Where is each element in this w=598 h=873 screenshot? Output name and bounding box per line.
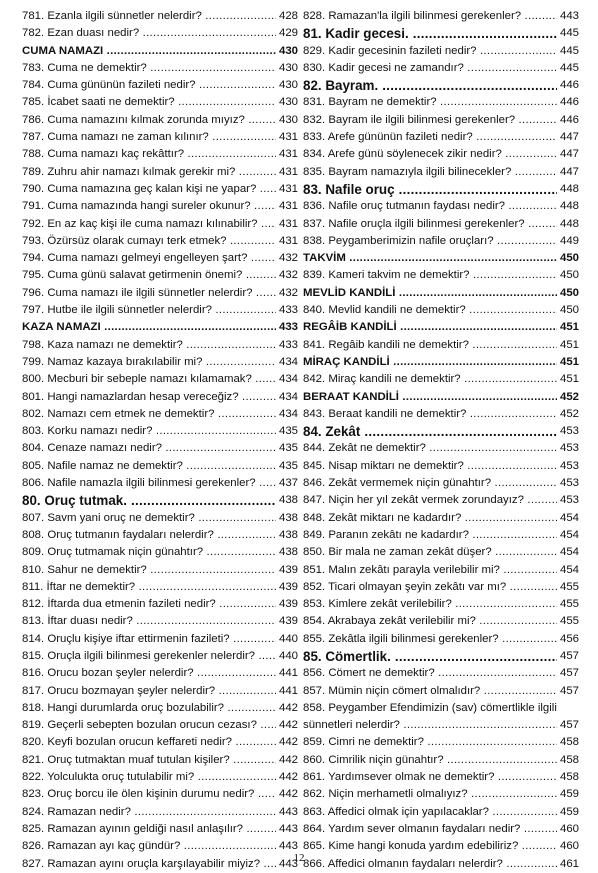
index-entry-title: 842. Miraç kandili ne demektir? ..... [303, 371, 557, 388]
index-entry [303, 319, 579, 336]
index-entry [303, 596, 579, 613]
index-entry [303, 216, 579, 233]
index-entry [22, 423, 298, 440]
index-entry-title: 804. Cenaze namazı nedir? ..... [22, 440, 276, 457]
index-entry [22, 458, 298, 475]
index-entry-page: 437 [278, 475, 298, 492]
index-entry-title: 863. Affedici olmak için yapılacaklar? ..... [303, 804, 557, 821]
index-entry-page: 455 [559, 613, 579, 630]
index-entry-title: 830. Kadir gecesi ne zamandır? ..... [303, 60, 557, 77]
index-entry-page: 440 [278, 631, 298, 648]
index-entry-page: 431 [278, 129, 298, 146]
index-entry [303, 181, 579, 198]
index-entry-title: 866. Affedici olmanın faydaları nelerdir? ..... [303, 856, 557, 873]
index-entry [303, 804, 579, 821]
index-entry-title: 829. Kadir gecesinin fazileti nedir? ..... [303, 43, 557, 60]
index-entry-title: 838. Peygamberimizin nafile oruçları? ..... [303, 233, 557, 250]
index-entry-title: 822. Yolculukta oruç tutulabilir mi? ..... [22, 769, 276, 786]
index-entry-page: 458 [559, 769, 579, 786]
index-entry-title: 841. Regâib kandili ne demektir? ..... [303, 337, 557, 354]
index-entry [303, 786, 579, 803]
index-entry-page: 443 [278, 804, 298, 821]
index-entry-title: 802. Namazı cem etmek ne demektir? ..... [22, 406, 276, 423]
index-entry-title: 796. Cuma namazı ile ilgili sünnetler nelerdir? ..... [22, 285, 276, 302]
index-entry-page: 431 [278, 164, 298, 181]
index-entry [303, 648, 579, 665]
index-entry [22, 665, 298, 682]
index-entry [22, 821, 298, 838]
index-entry [303, 510, 579, 527]
index-entry [22, 527, 298, 544]
index-entry-page: 430 [278, 43, 298, 60]
index-entry-page: 442 [278, 769, 298, 786]
index-entry [22, 43, 298, 60]
index-entry [303, 25, 579, 42]
index-entry [22, 579, 298, 596]
index-entry [303, 146, 579, 163]
index-entry-title: 840. Mevlid kandili ne demektir? ..... [303, 302, 557, 319]
index-entry-title: 859. Cimri ne demektir? ..... [303, 734, 557, 751]
index-entry-title: 799. Namaz kazaya bırakılabilir mi? ..... [22, 354, 276, 371]
index-entry-title: 846. Zekât vermemek niçin günahtır? ..... [303, 475, 557, 492]
index-entry [22, 734, 298, 751]
index-entry-title: 803. Korku namazı nedir? ..... [22, 423, 276, 440]
index-entry-page: 448 [559, 216, 579, 233]
index-entry-title: 836. Nafile oruç tutmanın faydası nedir? ..... [303, 198, 557, 215]
index-entry-page: 450 [559, 267, 579, 284]
index-entry-title: 849. Paranın zekâtı ne kadardır? ..... [303, 527, 557, 544]
index-entry-page: 450 [559, 250, 579, 267]
index-entry-page: 454 [559, 510, 579, 527]
index-entry [22, 302, 298, 319]
index-entry-page: 439 [278, 579, 298, 596]
index-entry-title: 850. Bir mala ne zaman zekât düşer? ..... [303, 544, 557, 561]
index-entry-page: 457 [559, 665, 579, 682]
index-entry-title: 831. Bayram ne demektir? ..... [303, 94, 557, 111]
index-entry [303, 440, 579, 457]
index-entry-page: 445 [559, 25, 579, 42]
index-entry-title: 826. Ramazan ayı kaç gündür? ..... [22, 838, 276, 855]
page-number: 12 [293, 852, 305, 864]
index-entry-page: 447 [559, 129, 579, 146]
index-entry-title: 81. Kadir gecesi. ..... [303, 25, 557, 42]
index-entry-page: 438 [278, 492, 298, 509]
index-entry-title: 805. Nafile namaz ne demektir? ..... [22, 458, 276, 475]
index-entry-page: 453 [559, 423, 579, 440]
index-entry-page: 454 [559, 544, 579, 561]
index-entry-title: 795. Cuma günü salavat getirmenin önemi? ..... [22, 267, 276, 284]
index-entry-page: 443 [559, 8, 579, 25]
index-entry-page: 459 [559, 786, 579, 803]
index-entry [303, 77, 579, 94]
index-entry-title: 814. Oruçlu kişiye iftar ettirmenin fazileti? ..... [22, 631, 276, 648]
index-entry-page: 430 [278, 94, 298, 111]
index-entry-page: 451 [559, 319, 579, 336]
index-entry-title: 80. Oruç tutmak. ..... [22, 492, 276, 509]
index-entry-page: 431 [278, 198, 298, 215]
index-entry [303, 527, 579, 544]
index-entry-page: 443 [278, 838, 298, 855]
index-entry-title: CUMA NAMAZI ..... [22, 43, 276, 60]
index-entry-page: 431 [278, 181, 298, 198]
index-entry [22, 60, 298, 77]
index-entry-page: 451 [559, 354, 579, 371]
index-entry-title: 787. Cuma namazı ne zaman kılınır? ..... [22, 129, 276, 146]
index-entry-title: 857. Mümin niçin cömert olmalıdır? ..... [303, 683, 557, 700]
index-entry-title: 792. En az kaç kişi ile cuma namazı kılınabilir? ..... [22, 216, 276, 233]
left-index-column [22, 8, 298, 873]
index-entry [22, 233, 298, 250]
index-entry-title: 817. Orucu bozmayan şeyler nelerdir? ..... [22, 683, 276, 700]
index-entry-title: 825. Ramazan ayının geldiği nasıl anlaşılır? ..... [22, 821, 276, 838]
index-entry [303, 112, 579, 129]
index-entry [303, 43, 579, 60]
index-entry [303, 406, 579, 423]
index-entry [303, 475, 579, 492]
index-entry [22, 94, 298, 111]
index-entry [303, 492, 579, 509]
index-entry [303, 267, 579, 284]
index-entry-page: 430 [278, 77, 298, 94]
index-entry [22, 319, 298, 336]
index-entry [22, 717, 298, 734]
index-entry-page: 441 [278, 683, 298, 700]
index-entry-title: 82. Bayram. ..... [303, 77, 557, 94]
index-entry [303, 717, 579, 734]
index-entry [303, 458, 579, 475]
index-entry-page: 445 [559, 43, 579, 60]
index-entry-title: 818. Hangi durumlarda oruç bozulabilir? ..... [22, 700, 276, 717]
index-entry [22, 129, 298, 146]
index-entry [22, 562, 298, 579]
index-entry-title: 819. Geçerli sebepten bozulan orucun cezası? ..... [22, 717, 276, 734]
index-entry-title: 810. Sahur ne demektir? ..... [22, 562, 276, 579]
index-entry-title: 844. Zekât ne demektir? ..... [303, 440, 557, 457]
index-entry-title: MİRAÇ KANDİLİ ..... [303, 354, 557, 371]
index-entry [22, 475, 298, 492]
index-entry-page: 451 [559, 371, 579, 388]
index-entry-page: 455 [559, 579, 579, 596]
index-entry-page: 447 [559, 146, 579, 163]
index-entry-page: 435 [278, 458, 298, 475]
index-entry-title: sünnetleri nelerdir? ..... [303, 717, 557, 734]
index-entry-title: 815. Oruçla ilgili bilinmesi gerekenler nelerdir? ..... [22, 648, 276, 665]
index-entry [22, 285, 298, 302]
index-entry [22, 769, 298, 786]
index-entry-page: 442 [278, 752, 298, 769]
index-entry-title: 781. Ezanla ilgili sünnetler nelerdir? ..... [22, 8, 276, 25]
index-entry [303, 285, 579, 302]
index-entry [22, 700, 298, 717]
index-entry-page: 431 [278, 233, 298, 250]
index-entry [303, 8, 579, 25]
index-entry-title: 816. Orucu bozan şeyler nelerdir? ..... [22, 665, 276, 682]
index-entry-page: 452 [559, 389, 579, 406]
index-entry-page: 432 [278, 267, 298, 284]
index-entry-title: 806. Nafile namazla ilgili bilinmesi gerekenler? ..... [22, 475, 276, 492]
index-entry [22, 77, 298, 94]
index-entry-page: 435 [278, 440, 298, 457]
index-entry-title: 786. Cuma namazını kılmak zorunda mıyız? ..... [22, 112, 276, 129]
index-entry [303, 389, 579, 406]
index-entry [303, 94, 579, 111]
index-entry [22, 164, 298, 181]
index-entry-page: 459 [559, 804, 579, 821]
index-entry [303, 700, 579, 717]
index-entry-page: 442 [278, 700, 298, 717]
index-entry-title: 861. Yardımsever olmak ne demektir? ..... [303, 769, 557, 786]
index-entry [22, 786, 298, 803]
index-entry-title: 828. Ramazan'la ilgili bilinmesi gerekenler? ..... [303, 8, 557, 25]
index-entry [303, 60, 579, 77]
index-entry-page: 448 [559, 198, 579, 215]
index-entry-title: MEVLİD KANDİLİ ..... [303, 285, 557, 302]
index-entry-page: 431 [278, 146, 298, 163]
index-entry [22, 267, 298, 284]
index-entry-page: 446 [559, 77, 579, 94]
index-entry-page: 432 [278, 250, 298, 267]
index-entry-title: 790. Cuma namazına geç kalan kişi ne yapar? ..... [22, 181, 276, 198]
index-entry-page: 457 [559, 648, 579, 665]
index-entry-title: 864. Yardım sever olmanın faydaları nedir? ..... [303, 821, 557, 838]
index-entry-page: 446 [559, 94, 579, 111]
index-entry-page: 451 [559, 337, 579, 354]
index-entry [22, 216, 298, 233]
index-entry-page: 461 [559, 856, 579, 873]
index-entry [22, 544, 298, 561]
index-entry-title: 852. Ticari olmayan şeyin zekâtı var mı? ..... [303, 579, 557, 596]
index-entry-page: 455 [559, 596, 579, 613]
index-entry-title: 785. İcabet saati ne demektir? ..... [22, 94, 276, 111]
index-entry-page: 454 [559, 527, 579, 544]
index-entry-title: 84. Zekât ..... [303, 423, 557, 440]
index-entry-title: 783. Cuma ne demektir? ..... [22, 60, 276, 77]
index-entry-title: 862. Niçin merhametli olmalıyız? ..... [303, 786, 557, 803]
index-entry-page: 453 [559, 440, 579, 457]
index-entry-title: 843. Beraat kandili ne demektir? ..... [303, 406, 557, 423]
index-entry [303, 371, 579, 388]
index-entry-title: 798. Kaza namazı ne demektir? ..... [22, 337, 276, 354]
index-entry-page: 453 [559, 458, 579, 475]
index-entry-page: 448 [559, 181, 579, 198]
index-entry [303, 164, 579, 181]
index-entry-title: 807. Savm yani oruç ne demektir? ..... [22, 510, 276, 527]
index-entry-title: 827. Ramazan ayını oruçla karşılayabilir miyiz? ..... [22, 856, 276, 873]
index-entry-page: 442 [278, 717, 298, 734]
index-entry [303, 665, 579, 682]
index-entry-title: 823. Oruç borcu ile ölen kişinin durumu nedir? ..... [22, 786, 276, 803]
index-entry-page: 431 [278, 216, 298, 233]
index-entry [303, 752, 579, 769]
right-index-column [303, 8, 579, 873]
index-entry-title: 788. Cuma namazı kaç rekâttır? ..... [22, 146, 276, 163]
index-entry-title: 824. Ramazan nedir? ..... [22, 804, 276, 821]
index-entry-page: 441 [278, 665, 298, 682]
index-entry [303, 613, 579, 630]
index-entry [22, 371, 298, 388]
index-entry-title: 85. Cömertlik. ..... [303, 648, 557, 665]
index-entry [22, 440, 298, 457]
index-entry-title: 782. Ezan duası nedir? ..... [22, 25, 276, 42]
index-entry-page: 446 [559, 112, 579, 129]
index-entry-page: 457 [559, 683, 579, 700]
index-entry [22, 337, 298, 354]
index-entry-page: 456 [559, 631, 579, 648]
index-entry-page: 450 [559, 302, 579, 319]
index-entry-page: 434 [278, 371, 298, 388]
index-entry-title: 809. Oruç tutmamak niçin günahtır? ..... [22, 544, 276, 561]
index-entry [22, 804, 298, 821]
index-entry-page: 434 [278, 354, 298, 371]
index-entry-title: 808. Oruç tutmanın faydaları nelerdir? ..... [22, 527, 276, 544]
index-entry [22, 354, 298, 371]
index-entry-title: 832. Bayram ile ilgili bilinmesi gerekenler? ..... [303, 112, 557, 129]
index-entry [22, 492, 298, 509]
index-entry [303, 302, 579, 319]
index-entry-title: TAKVİM ..... [303, 250, 557, 267]
index-entry-page: 458 [559, 752, 579, 769]
index-entry-page: 432 [278, 285, 298, 302]
index-entry-title: 797. Hutbe ile ilgili sünnetler nelerdir? ..... [22, 302, 276, 319]
index-entry [22, 752, 298, 769]
index-entry [303, 544, 579, 561]
index-entry-page: 449 [559, 233, 579, 250]
index-entry-page: 434 [278, 389, 298, 406]
index-entry [303, 337, 579, 354]
index-entry-title: 791. Cuma namazında hangi sureler okunur? ..... [22, 198, 276, 215]
index-entry-page: 442 [278, 786, 298, 803]
index-entry-title: 793. Özürsüz olarak cumayı terk etmek? ..... [22, 233, 276, 250]
index-entry-title: 848. Zekât miktarı ne kadardır? ..... [303, 510, 557, 527]
index-entry [22, 112, 298, 129]
index-entry [22, 510, 298, 527]
index-entry-page: 430 [278, 112, 298, 129]
index-entry [22, 683, 298, 700]
index-entry [22, 631, 298, 648]
index-entry-title: 865. Kime hangi konuda yardım edebiliriz? ..... [303, 838, 557, 855]
index-entry [22, 406, 298, 423]
index-entry-page: 429 [278, 25, 298, 42]
index-entry [303, 562, 579, 579]
index-entry-title: 789. Zuhru ahir namazı kılmak gerekir mi? ..... [22, 164, 276, 181]
index-entry-page: 433 [278, 319, 298, 336]
index-entry-page: 438 [278, 527, 298, 544]
index-entry [303, 233, 579, 250]
index-entry-page: 458 [559, 734, 579, 751]
index-entry-page: 460 [559, 821, 579, 838]
index-entry-title: 856. Cömert ne demektir? ..... [303, 665, 557, 682]
index-entry-title: 837. Nafile oruçla ilgili bilinmesi gerekenler? ..... [303, 216, 557, 233]
index-entry [22, 596, 298, 613]
index-entry-title: 83. Nafile oruç ..... [303, 181, 557, 198]
index-entry-page: 435 [278, 423, 298, 440]
index-entry-page: 447 [559, 164, 579, 181]
index-entry-page: 452 [559, 406, 579, 423]
index-entry-title: 821. Oruç tutmaktan muaf tutulan kişiler? ..... [22, 752, 276, 769]
index-entry-page: 439 [278, 562, 298, 579]
index-entry [303, 821, 579, 838]
index-entry-title: 853. Kimlere zekât verilebilir? ..... [303, 596, 557, 613]
index-entry [22, 181, 298, 198]
index-entry-title: 860. Cimrilik niçin günahtır? ..... [303, 752, 557, 769]
index-entry-page: 439 [278, 596, 298, 613]
index-entry-title: 801. Hangi namazlardan hesap vereceğiz? ..... [22, 389, 276, 406]
index-entry-page: 454 [559, 562, 579, 579]
index-entry-page: 428 [278, 8, 298, 25]
index-entry [303, 734, 579, 751]
index-entry-title: 800. Mecburi bir sebeple namazı kılamamak? ..... [22, 371, 276, 388]
index-entry-page: 443 [278, 821, 298, 838]
index-entry [303, 683, 579, 700]
index-entry-page: 445 [559, 60, 579, 77]
index-entry [303, 354, 579, 371]
index-entry [22, 648, 298, 665]
index-entry-page: 453 [559, 475, 579, 492]
index-entry [303, 250, 579, 267]
index-entry-page: 440 [278, 648, 298, 665]
index-entry-page: 453 [559, 492, 579, 509]
index-entry-title: 833. Arefe gününün fazileti nedir? ..... [303, 129, 557, 146]
index-entry-title: 835. Bayram namazıyla ilgili bilinecekler? ..... [303, 164, 557, 181]
index-entry-page: 433 [278, 302, 298, 319]
index-entry-title: 858. Peygamber Efendimizin (sav) cömertlikle ilgili [303, 701, 557, 714]
index-entry-title: 854. Akrabaya zekât verilebilir mi? ..... [303, 613, 557, 630]
index-entry-title: KAZA NAMAZI ..... [22, 319, 276, 336]
index-entry-title: 811. İftar ne demektir? ..... [22, 579, 276, 596]
index-entry-page: 460 [559, 838, 579, 855]
index-entry [303, 631, 579, 648]
index-entry-page: 438 [278, 544, 298, 561]
index-entry-title: 794. Cuma namazı gelmeyi engelleyen şart? ..... [22, 250, 276, 267]
index-entry [303, 423, 579, 440]
index-entry-title: 847. Niçin her yıl zekât vermek zorundayız? ..... [303, 492, 557, 509]
index-entry [22, 198, 298, 215]
index-entry [303, 579, 579, 596]
index-entry [22, 250, 298, 267]
index-entry [303, 198, 579, 215]
index-entry-page: 450 [559, 285, 579, 302]
index-entry [303, 769, 579, 786]
index-entry-page: 434 [278, 406, 298, 423]
index-entry-title: 851. Malın zekâtı parayla verilebilir mi? ..... [303, 562, 557, 579]
index-entry-page: 443 [278, 856, 298, 873]
index-entry [22, 146, 298, 163]
index-entry-page: 457 [559, 717, 579, 734]
index-entry-title: BERAAT KANDİLİ ..... [303, 389, 557, 406]
index-entry-title: 839. Kameri takvim ne demektir? ..... [303, 267, 557, 284]
index-entry-title: REGÂİB KANDİLİ ..... [303, 319, 557, 336]
index-entry-title: 845. Nisap miktarı ne demektir? ..... [303, 458, 557, 475]
index-entry-page: 438 [278, 510, 298, 527]
index-entry-title: 784. Cuma gününün fazileti nedir? ..... [22, 77, 276, 94]
index-entry [22, 613, 298, 630]
index-entry-page: 430 [278, 60, 298, 77]
index-entry [303, 129, 579, 146]
index-entry-title: 834. Arefe günü söylenecek zikir nedir? ..... [303, 146, 557, 163]
index-entry-title: 812. İftarda dua etmenin fazileti nedir? ..... [22, 596, 276, 613]
index-entry-page: 439 [278, 613, 298, 630]
index-entry-page: 433 [278, 337, 298, 354]
index-entry-title: 855. Zekâtla ilgili bilinmesi gerekenler? ..... [303, 631, 557, 648]
index-entry [22, 389, 298, 406]
index-entry-title: 820. Keyfi bozulan orucun keffareti nedir? ..... [22, 734, 276, 751]
index-entry [22, 25, 298, 42]
index-entry-page: 442 [278, 734, 298, 751]
index-entry [22, 8, 298, 25]
index-entry-title: 813. İftar duası nedir? ..... [22, 613, 276, 630]
